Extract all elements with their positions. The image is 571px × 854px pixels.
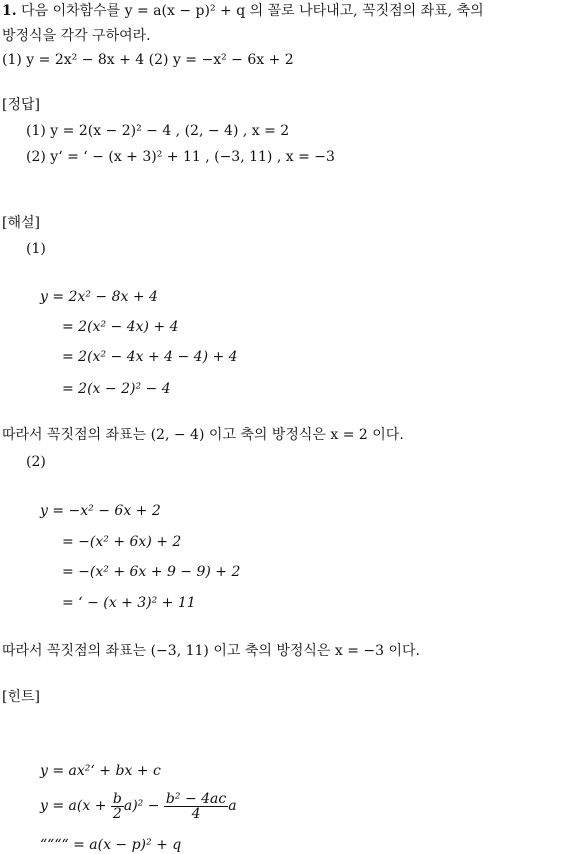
answer-line-1: (1) y = 2(x − 2)² − 4 , (2, − 4) , x = 2 [26,123,290,139]
problem-stem-continued: 방정식을 각각 구하여라. [2,28,151,44]
problem-number: 1. [2,3,17,19]
hint-line-2-part-a: y = a(x + [40,798,107,814]
hint-line-1: y = ax²‘ + bx + c [40,763,161,779]
solution-heading: [해설] [2,215,40,231]
solution-part2-step: = ‘ − (x + 3)² + 11 [62,595,196,611]
hint-fraction-denominator: 4 [191,805,201,822]
problem-items: (1) y = 2x² − 8x + 4 (2) y = −x² − 6x + 2 [2,52,294,68]
solution-part1-label: (1) [26,241,46,257]
hint-line-3: ““““ = a(x − p)² + q [40,837,182,853]
solution-part2-step: y = −x² − 6x + 2 [40,503,161,519]
hint-fraction-b-over-2 [111,792,124,821]
problem-stem-line [2,2,484,20]
solution-part2-label: (2) [26,454,46,470]
solution-part2-conclusion: 따라서 꼭짓점의 좌표는 (−3, 11) 이고 축의 방정식은 x = −3 이다. [2,643,420,659]
hint-fraction-numerator: b² − 4ac [165,790,227,807]
answer-heading: [정답] [2,97,40,113]
hint-line-2-part-b: a)² − [123,798,160,814]
problem-stem: 다음 이차함수를 y = a(x − p)² + q 의 꼴로 나타내고, 꼭짓점의 좌표, 축의 [21,3,484,19]
hint-fraction-discriminant-over-4 [164,792,228,821]
solution-part2-step: = −(x² + 6x) + 2 [62,534,182,550]
hint-fraction-numerator: b [112,790,122,807]
solution-part1-step: = 2(x² − 4x) + 4 [62,319,179,335]
solution-part2-step: = −(x² + 6x + 9 − 9) + 2 [62,564,241,580]
solution-part1-step: = 2(x − 2)² − 4 [62,381,171,397]
solution-part1-step: = 2(x² − 4x + 4 − 4) + 4 [62,349,238,365]
solution-part1-step: y = 2x² − 8x + 4 [40,289,158,305]
answer-line-2: (2) y‘ = ‘ − (x + 3)² + 11 , (−3, 11) , x = −3 [26,149,335,165]
hint-line-2-part-c: a [228,798,237,814]
solution-part1-conclusion: 따라서 꼭짓점의 좌표는 (2, − 4) 이고 축의 방정식은 x = 2 이다. [2,427,404,443]
hint-line-2 [40,790,237,822]
hint-heading: [힌트] [2,689,40,705]
hint-fraction-denominator: 2 [112,805,122,822]
